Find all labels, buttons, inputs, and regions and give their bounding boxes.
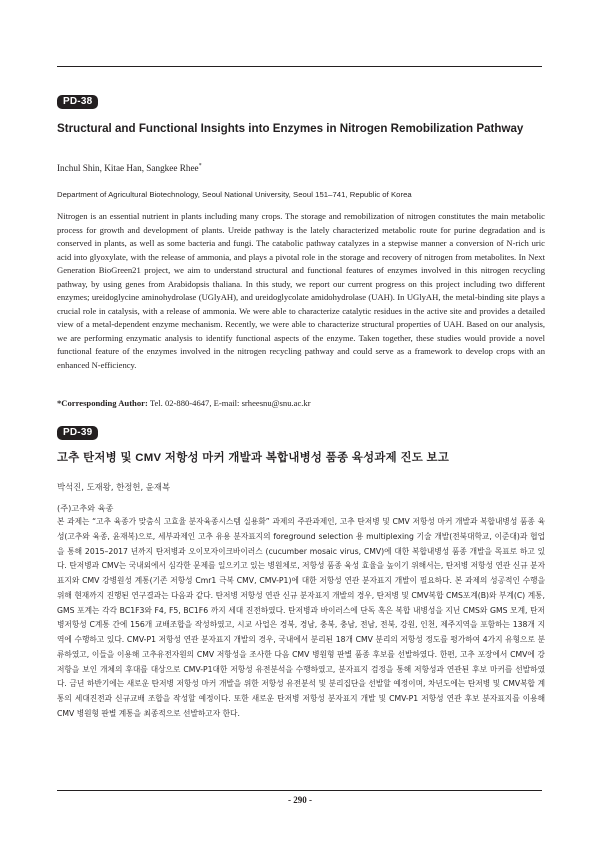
corresponding-label: *Corresponding Author: [57, 398, 148, 408]
authors-text: Inchul Shin, Kitae Han, Sangkee Rhee [57, 163, 199, 174]
paper-badge-pd38: PD-38 [57, 95, 98, 109]
top-rule [57, 66, 542, 67]
paper-title-ko: 고추 탄저병 및 CMV 저항성 마커 개발과 복합내병성 품종 육성과제 진도 보고 [57, 452, 450, 464]
bottom-rule [57, 790, 542, 791]
paper-affiliation-en: Department of Agricultural Biotechnology, Seoul National University, Seoul 151–741, Republic of Korea [57, 190, 412, 199]
paper-body-ko: 본 과제는 “고추 육종가 맞춤식 고효율 분자육종시스템 실용화” 과제의 주관과제인, 고추 탄저병 및 CMV 저항성 마커 개발과 복합내병성 품종 육성(고추와 육종, 윤재복)으로, 세부과제인 고추 유용 분자표지의 foreground selection 용 multiplexing 기술 개발(전북대학교, 이준대)과 협업을 통해 2015–2017 년까지 탄저병과 오이모자이크바이러스 (cucumber mosaic virus, CMV)에 대한 복합내병성 품종 개발을 목표로 하고 있다. 탄저병과 CMV는 국내외에서 심각한 문제를 일으키고 있는 병원체로, 저항성 품종 육성 효율을 높이기 위해서는, 탄저병 저항성 연관 신규 분자표지와 CMV 강병원성 계통(기존 저항성 Cmr1 극복 CMV, CMV-P1)에 대한 저항성 연관 분자표지 개발이 필요하다. 본 과제의 성공적인 수행을 위해 현재까지 진행된 연구결과는 다음과 같다. 탄저병 저항성 연관 신규 분자표지 개발의 경우, 탄저병 및 CMV복합 CMS포계(B)와 부계(C) 계통, GMS 포계는 각각 BC1F3와 F4, F5, BC1F6 까지 세대 진전하였다. 탄저병과 바이러스에 단독 혹은 복합 내병성을 지닌 CMS와 GMS 모계, 탄저병저항성 C계통 간에 156개 교배조합을 작성하였고, 시교 사업은 경북, 경남, 충북, 충남, 전남, 전북, 강원, 인천, 제주지역을 포함하는 138개 지역에 수행하고 있다. CMV-P1 저항성 연관 분자표지 개발의 경우, 국내에서 분리된 18개 CMV 분리의 저항성 정도를 평가하여 4가지 유형으로 분류하였고, 이들을 이용해 고추유전자원의 CMV 저항성을 조사한 다음 CMV 병원형 판별 품종 후보를 선발하였다. 한편, 고추 포장에서 CMV에 강 저항을 보인 개체의 후대를 대상으로 CMV-P1대한 저항성 유전분석을 수행하였고, 분자표지 검정을 통해 저항성과 연관된 후보 마커를 선발하였다. 금년 하반기에는 새로운 탄저병 저항성 마커 개발을 위한 저항성 유전분석 및 분리집단을 선발할 예정이며, 차년도에는 탄저병 및 CMV복합 계통의 세대진전과 신규교배 조합을 작성할 예정이다. 또한 새로운 탄저병 저항성 분자표지 개발 및 CMV-P1 저항성 연관 후보 분자표지를 이용해 CMV 병원형 판별 계통을 최종적으로 선발하고자 한다. [57, 517, 545, 718]
paper-title-en: Structural and Functional Insights into Enzymes in Nitrogen Remobilization Pathway [57, 122, 524, 135]
paper-authors-en [57, 163, 202, 173]
paper-authors-ko: 박석진, 도재왕, 한정헌, 윤재복 [57, 482, 171, 492]
paper-badge-pd39: PD-39 [57, 426, 98, 440]
author-corresponding-mark: * [198, 163, 202, 169]
paper-abstract-en: Nitrogen is an essential nutrient in plants including many crops. The storage and remobilization of nitrogen constitutes the main metabolic process for growth and development of plants. Ureide pathway is the lately characterized metabolic route for purine degradation and is conserved in plants, as well as some bacteria and fungi. The catabolic pathway catalyzes in a stepwise manner a conversion of N-rich uric acid into glyoxylate, with the release of ammonia, and plays a pivotal role in the storage and recovery of nitrogen from metabolites. In Next Generation BioGreen21 project, we aim to understand structural and functional features of enzymes involved in this nitrogen recycling pathway, by using genes from Arabidopsis thaliana. In this study, we report our current progress on this project including two different enzymes; ureidoglycine aminohydrolase (UGlyAH), and ureidoglycolate amidohydrolase (UAH). In UGlyAH, the metal-binding site plays a crucial role in catalysis, with a release of ammonia. We were able to characterize catalytic residues in the active site and provides a detailed view of a metal-dependent enzyme mechanism. Recently, we were able to characterize structural properties of UAH. Based on our analysis, we are performing enzymatic analysis to identify functional aspects of the enzyme. Taken together, these studies would provide a novel functional feature of the enzymes involved in the nitrogen recycling pathway and could serve as a framework to develop crops with an enhanced N-efficiency. [57, 211, 545, 370]
corresponding-author [57, 398, 311, 408]
paper-affiliation-ko: (주)고추와 육종 [57, 503, 114, 513]
page-number: - 290 - [288, 795, 312, 805]
corresponding-contact: Tel. 02-880-4647, E-mail: srheesnu@snu.ac.kr [149, 398, 311, 408]
